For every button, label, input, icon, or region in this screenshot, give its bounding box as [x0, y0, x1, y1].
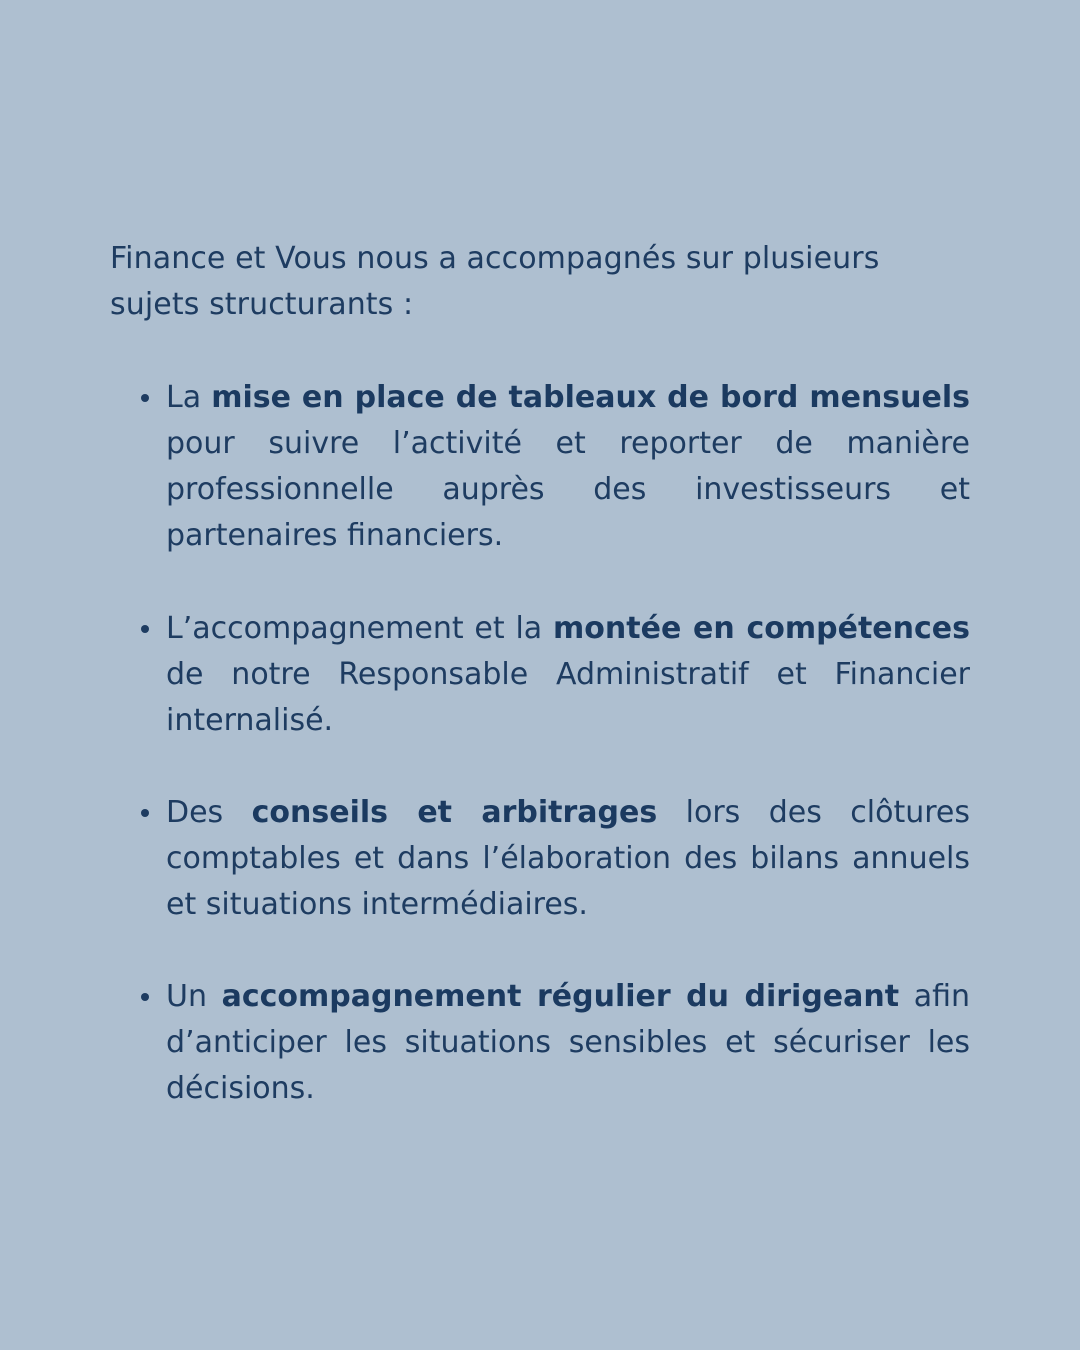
topic-text-before: L’accompagnement et la	[166, 611, 554, 646]
topic-text-after: de notre Responsable Administratif et Financier internalisé.	[166, 657, 970, 738]
topic-text-after: pour suivre l’activité et reporter de manière professionnelle auprès des investisseurs et partenaires financiers.	[166, 426, 970, 553]
topic-text-after: afin d’anticiper les situations sensibles et sécuriser les décisions.	[166, 979, 970, 1106]
topics-list	[110, 375, 970, 1112]
intro-paragraph: Finance et Vous nous a accompagnés sur plusieurs sujets structurants :	[110, 241, 880, 322]
topic-item-advice	[110, 790, 970, 928]
testimonial-content	[110, 236, 970, 1112]
topic-item-leader-support	[110, 974, 970, 1112]
topic-item-dashboards	[110, 375, 970, 559]
topic-text-before: Un	[166, 979, 222, 1014]
topic-highlight: mise en place de tableaux de bord mensuels	[211, 380, 970, 415]
topic-text-before: La	[166, 380, 212, 415]
topic-highlight: accompagnement régulier du dirigeant	[221, 979, 900, 1014]
topic-highlight: montée en compétences	[553, 611, 970, 646]
topic-highlight: conseils et arbitrages	[251, 795, 658, 830]
topic-text-before: Des	[166, 795, 252, 830]
topic-text-after: lors des clôtures comptables et dans l’élaboration des bilans annuels et situations intermédiaires.	[166, 795, 970, 922]
topic-item-skills	[110, 606, 970, 744]
